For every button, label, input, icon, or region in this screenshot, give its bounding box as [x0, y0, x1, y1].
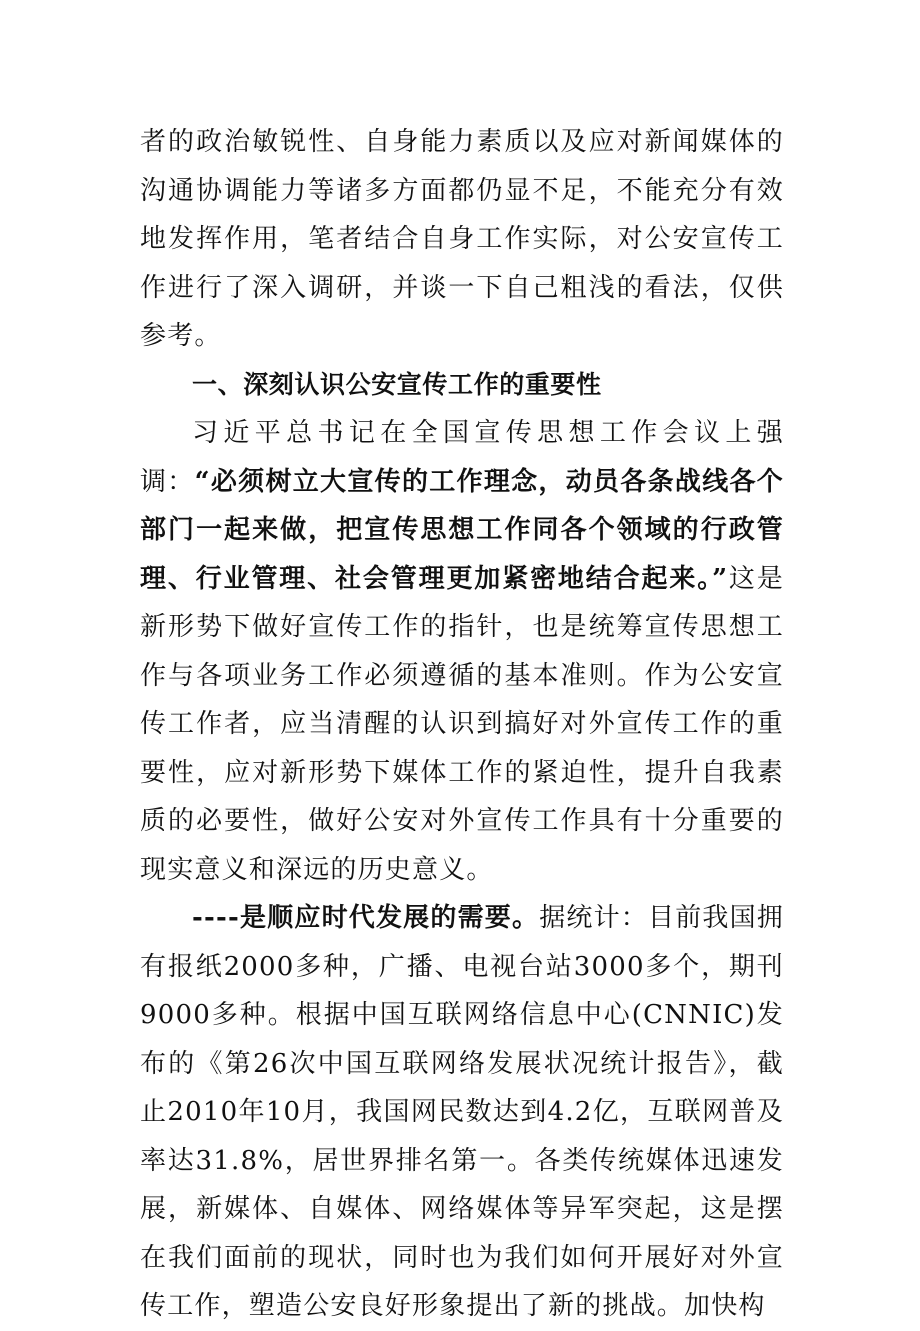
paragraph-body-text: 这是新形势下做好宣传工作的指针，也是统筹宣传思想工作与各项业务工作必须遵循的基本准则。作为公安宣传工作者，应当清醒的认识到搞好对外宣传工作的重要性，应对新形势下媒体工作的紧迫性，提升自我素质的必要性，做好公安对外宣传工作具有十分重要的现实意义和深远的历史意义。 — [140, 563, 784, 885]
paragraph-lead-text: 习近平总书记在全国宣传思想工作会议上强调： — [140, 418, 784, 497]
paragraph-era-development — [140, 894, 784, 1331]
paragraph-quote — [140, 409, 784, 894]
bold-lead-phrase: ----是顺应时代发展的需要。 — [192, 903, 540, 933]
document-page — [140, 118, 784, 1331]
paragraph-body-text: 据统计：目前我国拥有报纸2000多种，广播、电视台站3000多个，期刊9000多种。根据中国互联网络信息中心(CNNIC)发布的《第26次中国互联网络发展状况统计报告》，截止2010年10月，我国网民数达到4.2亿，互联网普及率达31.8%，居世界排名第一。各类传统媒体迅速发展，新媒体、自媒体、网络媒体等异军突起，这是摆在我们面前的现状，同时也为我们如何开展好对外宣传工作，塑造公安良好形象提出了新的挑战。加快构 — [140, 903, 784, 1321]
section-heading: 一、深刻认识公安宣传工作的重要性 — [192, 369, 602, 399]
bold-quotation: “必须树立大宣传的工作理念，动员各条战线各个部门一起来做，把宣传思想工作同各个领域的行政管理、行业管理、社会管理更加紧密地结合起来。” — [140, 466, 785, 594]
paragraph-continuation: 者的政治敏锐性、自身能力素质以及应对新闻媒体的沟通协调能力等诸多方面都仍显不足，不能充分有效地发挥作用，笔者结合自身工作实际，对公安宣传工作进行了深入调研，并谈一下自己粗浅的看法，仅供参考。 — [140, 127, 784, 351]
